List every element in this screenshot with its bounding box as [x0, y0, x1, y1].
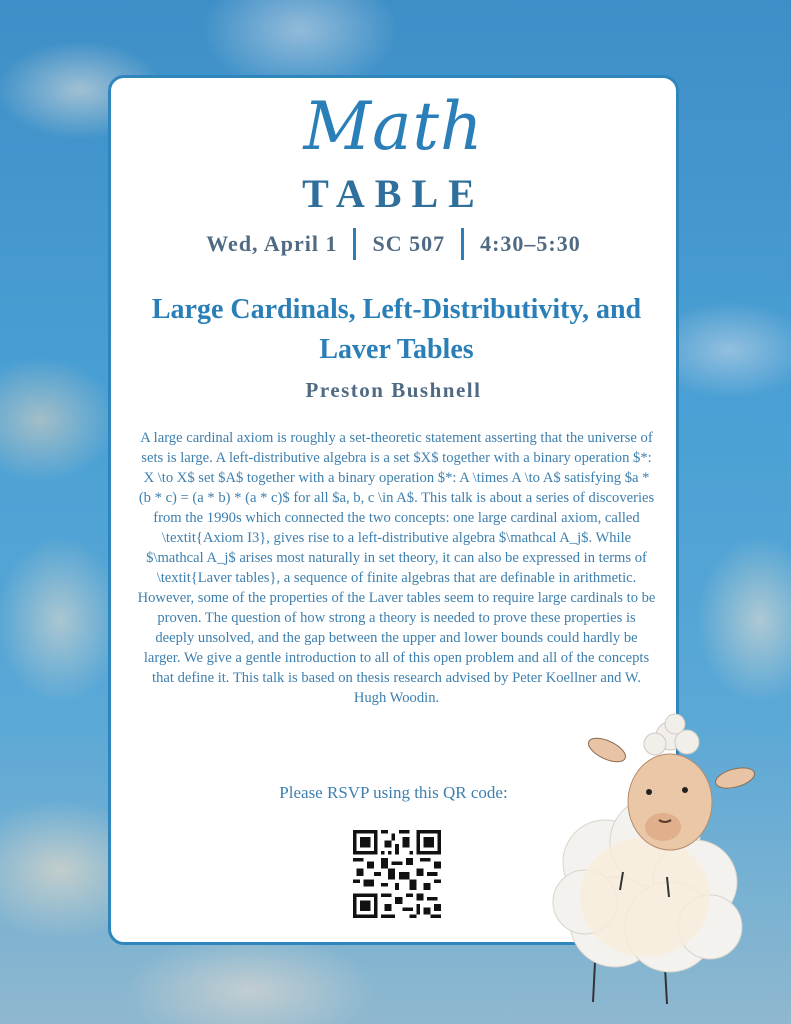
speaker-name: Preston Bushnell	[305, 378, 482, 402]
event-date: Wed, April 1	[206, 231, 338, 256]
sheep-illustration-icon	[545, 712, 765, 1012]
talk-title: Large Cardinals, Left-Distributivity, and Laver Tables	[151, 294, 642, 365]
qr-code-icon[interactable]	[353, 830, 441, 918]
table-title: TABLE	[302, 171, 485, 216]
event-info-row	[111, 228, 676, 260]
divider	[353, 228, 356, 260]
event-time: 4:30–5:30	[480, 231, 581, 256]
divider	[461, 228, 464, 260]
rsvp-text: Please RSVP using this QR code:	[279, 783, 508, 802]
talk-abstract: A large cardinal axiom is roughly a set-theoretic statement asserting that the universe of sets is large. A left-distributive algebra is a set $X$ together with a binary operation $*: X \to X$ set $A$ together with a binary operation $*: A \times A \to A$ satisfying $a * (b * c) = (a * b) * (a * c)$ for all $a, b, c \in A$. This talk is about a series of discoveries from the 1990s which connected the two concepts: one large cardinal axiom, called \textit{Axiom I3}, gives rise to a left-distributive algebra $\mathcal A_j$. While $\mathcal A_j$ arises most naturally in set theory, it can also be expressed in terms of \textit{Laver tables}, a sequence of finite algebras that are definable in arithmetic. However, some of the properties of the Laver tables seem to require large cardinals to be proven. The question of how strong a theory is needed to prove these properties is deeply unsolved, and the gap between the upper and lower bounds could hardly be larger. We give a gentle introduction to all of this open problem and all of the concepts that define it. This talk is based on thesis research advised by Peter Koellner and W. Hugh Woodin.	[137, 430, 656, 706]
event-room: SC 507	[372, 231, 446, 256]
math-script-title: Math	[303, 88, 484, 165]
